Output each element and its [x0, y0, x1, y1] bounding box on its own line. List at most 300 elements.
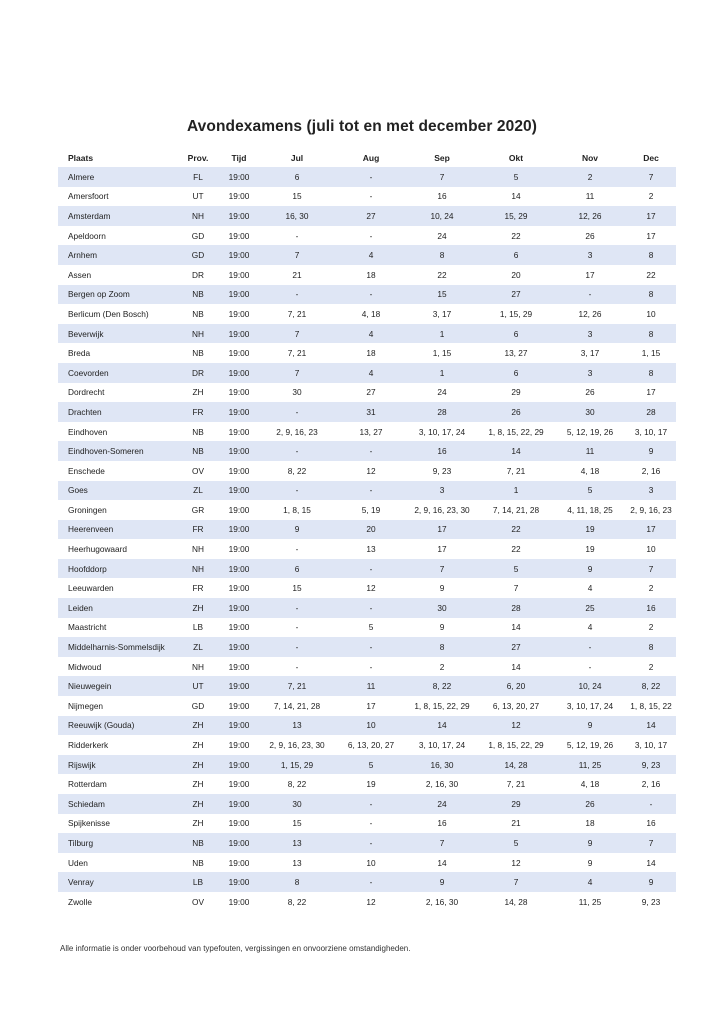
cell-plaats: Nieuwegein: [58, 676, 176, 696]
cell-plaats: Leeuwarden: [58, 578, 176, 598]
cell-plaats: Reeuwijk (Gouda): [58, 716, 176, 736]
cell-okt: 12: [478, 716, 554, 736]
cell-aug: -: [336, 285, 406, 305]
cell-sep: 22: [406, 265, 478, 285]
cell-sep: 14: [406, 853, 478, 873]
cell-okt: 7, 14, 21, 28: [478, 500, 554, 520]
cell-tijd: 19:00: [220, 598, 258, 618]
table-row: [58, 422, 676, 442]
cell-prov: NB: [176, 285, 220, 305]
cell-tijd: 19:00: [220, 343, 258, 363]
cell-plaats: Rotterdam: [58, 774, 176, 794]
cell-tijd: 19:00: [220, 657, 258, 677]
cell-dec: 14: [626, 716, 676, 736]
cell-plaats: Goes: [58, 481, 176, 501]
cell-prov: NH: [176, 559, 220, 579]
cell-jul: -: [258, 285, 336, 305]
cell-nov: 5, 12, 19, 26: [554, 735, 626, 755]
cell-plaats: Almere: [58, 167, 176, 187]
cell-sep: 1, 15: [406, 343, 478, 363]
cell-okt: 6: [478, 363, 554, 383]
table-row: [58, 206, 676, 226]
cell-prov: NB: [176, 304, 220, 324]
cell-dec: 17: [626, 383, 676, 403]
cell-jul: 30: [258, 383, 336, 403]
cell-prov: ZL: [176, 481, 220, 501]
cell-aug: 5: [336, 755, 406, 775]
cell-sep: 2: [406, 657, 478, 677]
cell-aug: 4: [336, 245, 406, 265]
cell-dec: 10: [626, 304, 676, 324]
cell-sep: 1, 8, 15, 22, 29: [406, 696, 478, 716]
cell-plaats: Assen: [58, 265, 176, 285]
cell-okt: 28: [478, 598, 554, 618]
cell-jul: 8, 22: [258, 461, 336, 481]
cell-sep: 8: [406, 637, 478, 657]
cell-sep: 10, 24: [406, 206, 478, 226]
cell-tijd: 19:00: [220, 833, 258, 853]
cell-nov: 12, 26: [554, 304, 626, 324]
cell-sep: 9: [406, 618, 478, 638]
cell-plaats: Arnhem: [58, 245, 176, 265]
cell-jul: 8: [258, 872, 336, 892]
cell-okt: 6: [478, 245, 554, 265]
cell-aug: 19: [336, 774, 406, 794]
table-row: [58, 441, 676, 461]
cell-prov: DR: [176, 363, 220, 383]
cell-okt: 5: [478, 559, 554, 579]
cell-tijd: 19:00: [220, 755, 258, 775]
cell-tijd: 19:00: [220, 618, 258, 638]
cell-jul: 7: [258, 245, 336, 265]
cell-plaats: Beverwijk: [58, 324, 176, 344]
table-row: [58, 853, 676, 873]
cell-sep: 8: [406, 245, 478, 265]
cell-dec: 17: [626, 520, 676, 540]
cell-aug: 12: [336, 578, 406, 598]
cell-plaats: Drachten: [58, 402, 176, 422]
cell-plaats: Heerenveen: [58, 520, 176, 540]
cell-sep: 7: [406, 559, 478, 579]
cell-jul: -: [258, 637, 336, 657]
cell-sep: 7: [406, 833, 478, 853]
cell-sep: 9: [406, 578, 478, 598]
cell-aug: -: [336, 657, 406, 677]
cell-aug: 12: [336, 892, 406, 912]
header-plaats: Plaats: [68, 152, 94, 163]
table-row: [58, 559, 676, 579]
cell-jul: 7, 21: [258, 343, 336, 363]
table-row: [58, 343, 676, 363]
cell-sep: 16: [406, 441, 478, 461]
cell-okt: 1, 8, 15, 22, 29: [478, 735, 554, 755]
cell-sep: 9: [406, 872, 478, 892]
cell-prov: NB: [176, 422, 220, 442]
cell-prov: ZH: [176, 716, 220, 736]
cell-aug: 10: [336, 853, 406, 873]
cell-dec: 7: [626, 167, 676, 187]
cell-dec: 9: [626, 441, 676, 461]
table-header-row: [58, 148, 676, 167]
cell-aug: 18: [336, 343, 406, 363]
table-row: [58, 696, 676, 716]
cell-tijd: 19:00: [220, 167, 258, 187]
cell-plaats: Rijswijk: [58, 755, 176, 775]
cell-aug: -: [336, 167, 406, 187]
cell-prov: ZH: [176, 814, 220, 834]
cell-tijd: 19:00: [220, 774, 258, 794]
cell-prov: FR: [176, 578, 220, 598]
cell-plaats: Maastricht: [58, 618, 176, 638]
cell-aug: -: [336, 833, 406, 853]
cell-nov: 5, 12, 19, 26: [554, 422, 626, 442]
cell-dec: 16: [626, 814, 676, 834]
table-row: [58, 324, 676, 344]
cell-aug: 5: [336, 618, 406, 638]
cell-dec: 8: [626, 637, 676, 657]
cell-aug: 20: [336, 520, 406, 540]
header-tijd: Tijd: [231, 152, 247, 163]
cell-dec: 10: [626, 539, 676, 559]
header-sep: Sep: [434, 152, 450, 163]
cell-prov: LB: [176, 618, 220, 638]
cell-sep: 24: [406, 383, 478, 403]
cell-tijd: 19:00: [220, 383, 258, 403]
table-row: [58, 794, 676, 814]
cell-okt: 7: [478, 872, 554, 892]
cell-tijd: 19:00: [220, 735, 258, 755]
cell-jul: 7, 21: [258, 676, 336, 696]
cell-sep: 2, 16, 30: [406, 892, 478, 912]
cell-prov: GD: [176, 226, 220, 246]
cell-nov: 3: [554, 363, 626, 383]
cell-tijd: 19:00: [220, 226, 258, 246]
cell-nov: 4: [554, 872, 626, 892]
cell-plaats: Apeldoorn: [58, 226, 176, 246]
cell-prov: NB: [176, 441, 220, 461]
cell-nov: 10, 24: [554, 676, 626, 696]
table-row: [58, 774, 676, 794]
cell-jul: 8, 22: [258, 774, 336, 794]
cell-jul: 1, 15, 29: [258, 755, 336, 775]
table-row: [58, 755, 676, 775]
table-row: [58, 402, 676, 422]
cell-nov: 3: [554, 324, 626, 344]
cell-nov: 9: [554, 853, 626, 873]
cell-okt: 6, 20: [478, 676, 554, 696]
cell-jul: 2, 9, 16, 23, 30: [258, 735, 336, 755]
cell-sep: 9, 23: [406, 461, 478, 481]
cell-nov: 12, 26: [554, 206, 626, 226]
cell-dec: 28: [626, 402, 676, 422]
cell-plaats: Spijkenisse: [58, 814, 176, 834]
header-prov: Prov.: [187, 152, 209, 163]
cell-okt: 15, 29: [478, 206, 554, 226]
cell-tijd: 19:00: [220, 461, 258, 481]
cell-okt: 20: [478, 265, 554, 285]
table-row: [58, 226, 676, 246]
cell-jul: 7: [258, 363, 336, 383]
table-row: [58, 637, 676, 657]
cell-jul: 13: [258, 853, 336, 873]
cell-sep: 7: [406, 167, 478, 187]
cell-prov: ZH: [176, 794, 220, 814]
table-row: [58, 578, 676, 598]
cell-prov: NH: [176, 657, 220, 677]
cell-nov: 2: [554, 167, 626, 187]
cell-prov: GR: [176, 500, 220, 520]
cell-dec: 14: [626, 853, 676, 873]
cell-plaats: Ridderkerk: [58, 735, 176, 755]
cell-tijd: 19:00: [220, 696, 258, 716]
cell-prov: NB: [176, 853, 220, 873]
cell-nov: 3, 17: [554, 343, 626, 363]
header-okt: Okt: [508, 152, 524, 163]
cell-nov: 4: [554, 618, 626, 638]
cell-nov: 11, 25: [554, 755, 626, 775]
table-row: [58, 481, 676, 501]
header-jul: Jul: [290, 152, 304, 163]
cell-okt: 6: [478, 324, 554, 344]
table-row: [58, 187, 676, 207]
cell-dec: 3: [626, 481, 676, 501]
cell-jul: 15: [258, 814, 336, 834]
cell-okt: 29: [478, 383, 554, 403]
cell-tijd: 19:00: [220, 245, 258, 265]
cell-aug: -: [336, 598, 406, 618]
cell-dec: 22: [626, 265, 676, 285]
cell-prov: ZH: [176, 774, 220, 794]
cell-dec: 8, 22: [626, 676, 676, 696]
cell-prov: FR: [176, 520, 220, 540]
cell-nov: 4, 18: [554, 461, 626, 481]
cell-okt: 5: [478, 833, 554, 853]
cell-prov: ZH: [176, 735, 220, 755]
cell-nov: 9: [554, 833, 626, 853]
cell-nov: 3: [554, 245, 626, 265]
cell-jul: -: [258, 657, 336, 677]
cell-okt: 12: [478, 853, 554, 873]
cell-aug: 11: [336, 676, 406, 696]
cell-prov: NH: [176, 206, 220, 226]
cell-dec: 8: [626, 363, 676, 383]
table-row: [58, 618, 676, 638]
cell-jul: 7, 21: [258, 304, 336, 324]
cell-jul: -: [258, 441, 336, 461]
cell-okt: 7, 21: [478, 774, 554, 794]
cell-nov: 19: [554, 539, 626, 559]
cell-okt: 27: [478, 285, 554, 305]
cell-jul: -: [258, 226, 336, 246]
cell-prov: GD: [176, 696, 220, 716]
cell-okt: 7: [478, 578, 554, 598]
cell-nov: 4, 11, 18, 25: [554, 500, 626, 520]
cell-plaats: Nijmegen: [58, 696, 176, 716]
cell-okt: 14, 28: [478, 755, 554, 775]
cell-dec: 8: [626, 324, 676, 344]
cell-tijd: 19:00: [220, 578, 258, 598]
cell-tijd: 19:00: [220, 285, 258, 305]
cell-plaats: Leiden: [58, 598, 176, 618]
cell-tijd: 19:00: [220, 520, 258, 540]
table-row: [58, 892, 676, 912]
cell-jul: 6: [258, 167, 336, 187]
cell-prov: FL: [176, 167, 220, 187]
cell-plaats: Heerhugowaard: [58, 539, 176, 559]
cell-aug: -: [336, 814, 406, 834]
cell-jul: 15: [258, 578, 336, 598]
cell-jul: -: [258, 481, 336, 501]
cell-sep: 24: [406, 226, 478, 246]
cell-prov: NH: [176, 324, 220, 344]
cell-nov: -: [554, 637, 626, 657]
cell-nov: -: [554, 657, 626, 677]
table-row: [58, 716, 676, 736]
cell-plaats: Enschede: [58, 461, 176, 481]
cell-okt: 13, 27: [478, 343, 554, 363]
cell-sep: 3, 10, 17, 24: [406, 735, 478, 755]
table-row: [58, 814, 676, 834]
cell-prov: UT: [176, 676, 220, 696]
cell-sep: 2, 16, 30: [406, 774, 478, 794]
cell-aug: 12: [336, 461, 406, 481]
cell-prov: OV: [176, 892, 220, 912]
cell-jul: 6: [258, 559, 336, 579]
cell-okt: 7, 21: [478, 461, 554, 481]
cell-plaats: Bergen op Zoom: [58, 285, 176, 305]
cell-prov: NH: [176, 539, 220, 559]
cell-dec: 2, 16: [626, 461, 676, 481]
cell-sep: 24: [406, 794, 478, 814]
cell-aug: 4, 18: [336, 304, 406, 324]
cell-jul: 15: [258, 187, 336, 207]
cell-aug: -: [336, 187, 406, 207]
cell-prov: FR: [176, 402, 220, 422]
cell-dec: 1, 15: [626, 343, 676, 363]
cell-prov: ZL: [176, 637, 220, 657]
cell-jul: -: [258, 539, 336, 559]
cell-sep: 14: [406, 716, 478, 736]
cell-jul: 13: [258, 716, 336, 736]
header-dec: Dec: [643, 152, 659, 163]
cell-okt: 14: [478, 618, 554, 638]
cell-nov: 9: [554, 559, 626, 579]
cell-aug: -: [336, 226, 406, 246]
cell-tijd: 19:00: [220, 304, 258, 324]
cell-aug: -: [336, 637, 406, 657]
table-row: [58, 285, 676, 305]
cell-aug: -: [336, 441, 406, 461]
cell-nov: 4, 18: [554, 774, 626, 794]
cell-tijd: 19:00: [220, 814, 258, 834]
cell-dec: 16: [626, 598, 676, 618]
cell-tijd: 19:00: [220, 559, 258, 579]
cell-okt: 22: [478, 539, 554, 559]
cell-sep: 17: [406, 520, 478, 540]
cell-dec: 8: [626, 245, 676, 265]
cell-aug: 27: [336, 383, 406, 403]
table-row: [58, 676, 676, 696]
cell-aug: -: [336, 872, 406, 892]
footnote: Alle informatie is onder voorbehoud van typefouten, vergissingen en onvoorziene omstandigheden.: [60, 944, 411, 953]
cell-jul: 8, 22: [258, 892, 336, 912]
cell-plaats: Eindhoven: [58, 422, 176, 442]
cell-tijd: 19:00: [220, 324, 258, 344]
cell-tijd: 19:00: [220, 892, 258, 912]
cell-sep: 15: [406, 285, 478, 305]
cell-jul: 13: [258, 833, 336, 853]
table-row: [58, 598, 676, 618]
cell-plaats: Eindhoven-Someren: [58, 441, 176, 461]
cell-tijd: 19:00: [220, 422, 258, 442]
table-row: [58, 500, 676, 520]
cell-aug: 18: [336, 265, 406, 285]
table-row: [58, 520, 676, 540]
cell-dec: 2, 9, 16, 23: [626, 500, 676, 520]
table-row: [58, 245, 676, 265]
cell-dec: 7: [626, 559, 676, 579]
cell-okt: 27: [478, 637, 554, 657]
cell-aug: 4: [336, 363, 406, 383]
cell-dec: 1, 8, 15, 22: [626, 696, 676, 716]
cell-tijd: 19:00: [220, 853, 258, 873]
cell-okt: 14: [478, 187, 554, 207]
cell-sep: 8, 22: [406, 676, 478, 696]
cell-plaats: Breda: [58, 343, 176, 363]
cell-prov: ZH: [176, 598, 220, 618]
cell-nov: 30: [554, 402, 626, 422]
cell-okt: 1, 15, 29: [478, 304, 554, 324]
cell-aug: 6, 13, 20, 27: [336, 735, 406, 755]
table-row: [58, 461, 676, 481]
cell-okt: 14, 28: [478, 892, 554, 912]
cell-dec: 2, 16: [626, 774, 676, 794]
cell-aug: 31: [336, 402, 406, 422]
cell-aug: -: [336, 481, 406, 501]
cell-nov: 26: [554, 226, 626, 246]
cell-dec: 2: [626, 187, 676, 207]
cell-prov: DR: [176, 265, 220, 285]
cell-dec: 2: [626, 618, 676, 638]
cell-okt: 1, 8, 15, 22, 29: [478, 422, 554, 442]
cell-sep: 3: [406, 481, 478, 501]
cell-nov: 25: [554, 598, 626, 618]
cell-dec: 9, 23: [626, 755, 676, 775]
cell-okt: 29: [478, 794, 554, 814]
cell-jul: 16, 30: [258, 206, 336, 226]
cell-sep: 16: [406, 814, 478, 834]
cell-prov: NB: [176, 833, 220, 853]
cell-prov: ZH: [176, 755, 220, 775]
exam-schedule-table: [58, 148, 676, 912]
cell-plaats: Middelharnis-Sommelsdijk: [58, 637, 176, 657]
cell-nov: 9: [554, 716, 626, 736]
cell-tijd: 19:00: [220, 441, 258, 461]
table-row: [58, 872, 676, 892]
cell-aug: 5, 19: [336, 500, 406, 520]
cell-okt: 5: [478, 167, 554, 187]
cell-jul: 7: [258, 324, 336, 344]
cell-dec: 17: [626, 206, 676, 226]
cell-prov: LB: [176, 872, 220, 892]
cell-nov: 11: [554, 187, 626, 207]
cell-tijd: 19:00: [220, 500, 258, 520]
cell-dec: 7: [626, 833, 676, 853]
cell-tijd: 19:00: [220, 402, 258, 422]
table-row: [58, 657, 676, 677]
cell-sep: 2, 9, 16, 23, 30: [406, 500, 478, 520]
table-row: [58, 167, 676, 187]
